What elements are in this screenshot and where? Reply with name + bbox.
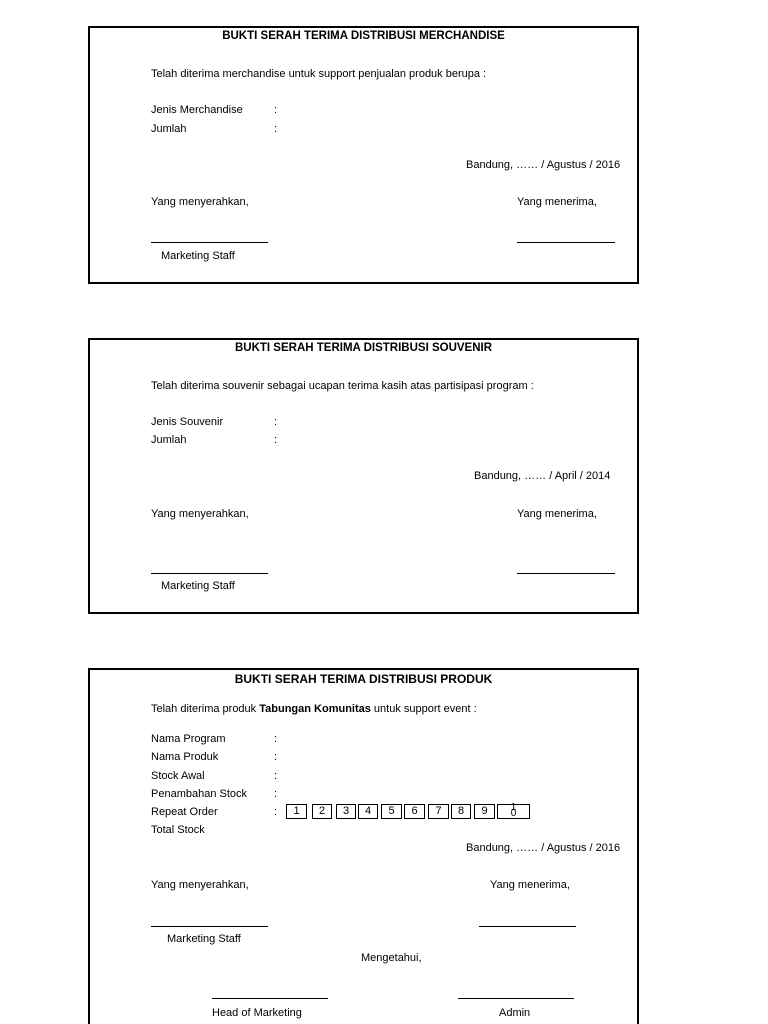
repeat-order-box: 7 [428,804,449,819]
total-stock-label: Total Stock [151,824,205,836]
jumlah-label: Jumlah [151,123,187,135]
field-colon: : [274,733,278,745]
jenis-merchandise-label: Jenis Merchandise [151,104,243,116]
jumlah-label: Jumlah [151,434,187,446]
repeat-order-box: 10 [497,804,530,819]
stock-awal-label: Stock Awal [151,770,205,782]
field-colon: : [274,416,278,428]
field-colon: : [274,770,278,782]
repeat-order-box: 4 [358,804,378,819]
head-of-marketing-role: Head of Marketing [212,1007,302,1019]
place-date: Bandung, …… / Agustus / 2016 [466,842,621,854]
repeat-order-box: 9 [474,804,495,819]
jenis-souvenir-label: Jenis Souvenir [151,416,224,428]
giver-label: Yang menyerahkan, [151,508,249,520]
place-date: Bandung, …… / April / 2014 [474,470,611,482]
repeat-order-label: Repeat Order [151,806,218,818]
receiver-label: Yang menerima, [490,879,570,891]
form-title: BUKTI SERAH TERIMA DISTRIBUSI PRODUK [234,672,493,686]
receiver-signature-line [517,242,615,243]
giver-signature-line [151,926,268,927]
receiver-signature-line [517,573,615,574]
nama-produk-label: Nama Produk [151,751,219,763]
admin-signature-line [458,998,574,999]
penambahan-stock-label: Penambahan Stock [151,788,248,800]
giver-role: Marketing Staff [167,933,241,945]
form-title: BUKTI SERAH TERIMA DISTRIBUSI MERCHANDISE [222,30,505,42]
giver-signature-line [151,573,268,574]
intro-suffix: untuk support event : [370,703,477,715]
field-colon: : [274,123,278,135]
head-signature-line [212,998,328,999]
place-date: Bandung, …… / Agustus / 2016 [466,159,621,171]
field-colon: : [274,434,278,446]
form-title: BUKTI SERAH TERIMA DISTRIBUSI SOUVENIR [234,342,493,354]
admin-role: Admin [499,1007,531,1019]
field-colon: : [274,104,278,116]
intro-prefix: Telah diterima produk [151,703,260,715]
giver-role: Marketing Staff [161,250,235,262]
field-colon: : [274,806,278,818]
repeat-order-box: 2 [312,804,332,819]
giver-label: Yang menyerahkan, [151,879,249,891]
repeat-order-box: 1 [286,804,307,819]
repeat-order-box: 6 [404,804,425,819]
product-receipt-form [88,668,639,1024]
intro-text: Telah diterima merchandise untuk support penjualan produk berupa : [151,68,487,80]
intro-text [151,703,477,716]
field-colon: : [274,751,278,763]
repeat-order-box: 3 [336,804,356,819]
giver-label: Yang menyerahkan, [151,196,249,208]
field-colon: : [274,788,278,800]
souvenir-receipt-form [88,338,639,614]
product-name: Tabungan Komunitas [259,703,371,715]
receiver-label: Yang menerima, [517,508,597,520]
giver-role: Marketing Staff [161,580,235,592]
receiver-label: Yang menerima, [517,196,597,208]
acknowledged-label: Mengetahui, [361,952,422,964]
repeat-order-box: 5 [381,804,402,819]
intro-text: Telah diterima souvenir sebagai ucapan terima kasih atas partisipasi program : [151,380,534,392]
receiver-signature-line [479,926,576,927]
nama-program-label: Nama Program [151,733,226,745]
repeat-order-box: 8 [451,804,471,819]
merchandise-receipt-form [88,26,639,284]
giver-signature-line [151,242,268,243]
